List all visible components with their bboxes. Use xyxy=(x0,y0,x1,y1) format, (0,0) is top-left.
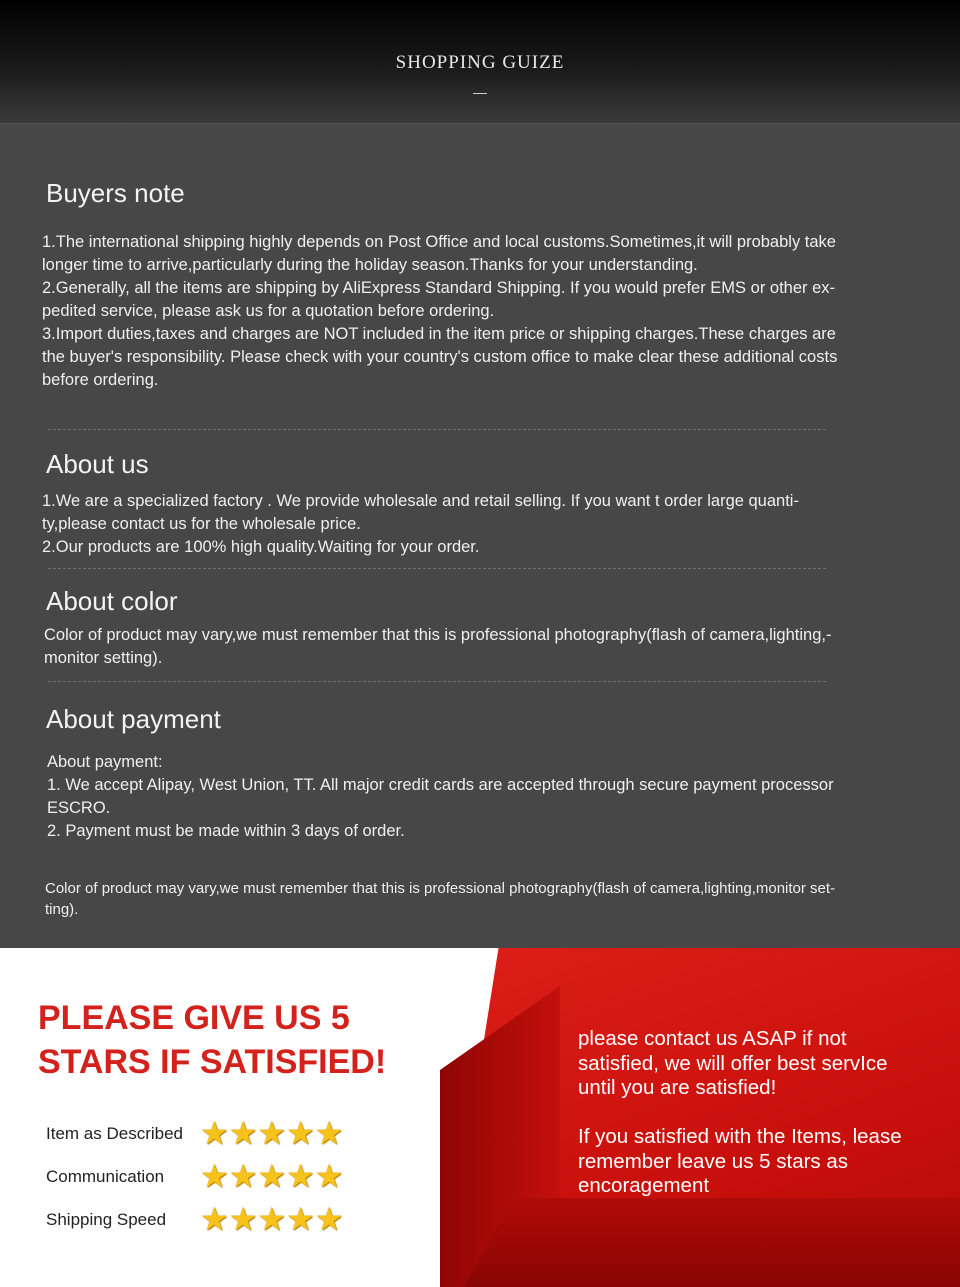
text-line: before ordering. xyxy=(42,371,159,389)
buyers-note-title: Buyers note xyxy=(46,178,185,208)
text-line: 2.Our products are 100% high quality.Waiting for your order. xyxy=(42,538,480,556)
text-line: 1.The international shipping highly depends on Post Office and local customs.Sometimes,it will probably take xyxy=(42,233,836,251)
star-icon: ★ xyxy=(257,1201,287,1237)
message-line: remember leave us 5 stars as xyxy=(578,1149,849,1173)
text-line: pedited service, please ask us for a quotation before ordering. xyxy=(42,302,495,320)
text-line: 2.Generally, all the items are shipping by AliExpress Standard Shipping. If you would prefer EMS or other ex- xyxy=(42,279,836,297)
message-line: please contact us ASAP if not xyxy=(578,1027,847,1050)
section-divider xyxy=(48,568,826,569)
about-payment-title: About payment xyxy=(46,704,221,734)
star-icon: ★ xyxy=(286,1115,315,1151)
star-icon: ★ xyxy=(286,1201,315,1237)
section-divider xyxy=(48,681,826,682)
text-line: 1. We accept Alipay, West Union, TT. All major credit cards are accepted through secure payment processor xyxy=(47,776,834,794)
contact-message xyxy=(578,1027,948,1101)
star-icon: ★ xyxy=(286,1158,315,1194)
star-icon: ★ xyxy=(314,1201,344,1237)
star-icon: ★ xyxy=(200,1158,229,1194)
rating-label: Item as Described xyxy=(46,1124,183,1143)
message-line: encoragement xyxy=(578,1174,710,1197)
title-underline xyxy=(473,93,487,94)
text-line: Color of product may vary,we must remember that this is professional photography(flash of camera,lighting,monitor set- xyxy=(45,880,836,897)
color-note-text xyxy=(45,878,935,920)
info-panel xyxy=(0,124,960,948)
about-us-text xyxy=(42,490,932,559)
rating-banner xyxy=(0,948,960,1287)
heading-line: PLEASE GIVE US 5 xyxy=(38,999,350,1037)
star-rating xyxy=(200,1158,344,1194)
about-color-title: About color xyxy=(46,586,178,616)
star-icon: ★ xyxy=(228,1201,258,1237)
text-line: Color of product may vary,we must remember that this is professional photography(flash of camera,lighting,- xyxy=(44,626,832,644)
text-line: 2. Payment must be made within 3 days of order. xyxy=(47,822,405,840)
text-line: About payment: xyxy=(47,753,163,771)
message-line: If you satisfied with the Items, lease xyxy=(578,1125,902,1148)
about-color-text xyxy=(44,624,934,670)
star-icon: ★ xyxy=(314,1158,344,1194)
page-header xyxy=(0,0,960,124)
message-line: satisfied, we will offer best servIce xyxy=(578,1051,888,1075)
heading-line: STARS IF SATISFIED! xyxy=(38,1043,387,1081)
star-rating xyxy=(200,1115,344,1151)
page-title: SHOPPING GUIZE xyxy=(395,52,565,73)
star-icon: ★ xyxy=(228,1158,258,1194)
star-icon: ★ xyxy=(200,1201,229,1237)
star-icon: ★ xyxy=(257,1115,287,1151)
text-line: monitor setting). xyxy=(44,649,163,667)
star-rating xyxy=(200,1201,344,1237)
about-payment-text xyxy=(47,751,937,843)
red-box-shadow xyxy=(445,1198,960,1287)
about-us-title: About us xyxy=(46,449,149,479)
star-icon: ★ xyxy=(228,1115,258,1151)
text-line: ESCRO. xyxy=(47,799,111,817)
section-divider xyxy=(48,429,826,430)
encouragement-message xyxy=(578,1125,948,1199)
star-icon: ★ xyxy=(257,1158,287,1194)
text-line: ty,please contact us for the wholesale price. xyxy=(42,515,361,533)
buyers-note-text xyxy=(42,231,932,392)
rating-label: Shipping Speed xyxy=(46,1210,167,1229)
star-icon: ★ xyxy=(314,1115,344,1151)
rating-label: Communication xyxy=(46,1167,165,1186)
text-line: 1.We are a specialized factory . We provide wholesale and retail selling. If you want t order large quanti- xyxy=(42,492,799,510)
star-icon: ★ xyxy=(200,1115,229,1151)
text-line: the buyer's responsibility. Please check with your country's custom office to make clear these additional costs xyxy=(42,348,838,366)
text-line: 3.Import duties,taxes and charges are NOT included in the item price or shipping charges.These charges are xyxy=(42,325,836,343)
text-line: longer time to arrive,particularly during the holiday season.Thanks for your understanding. xyxy=(42,256,698,274)
five-stars-heading xyxy=(38,996,386,1084)
message-line: until you are satisfied! xyxy=(578,1076,777,1099)
text-line: ting). xyxy=(45,901,79,918)
